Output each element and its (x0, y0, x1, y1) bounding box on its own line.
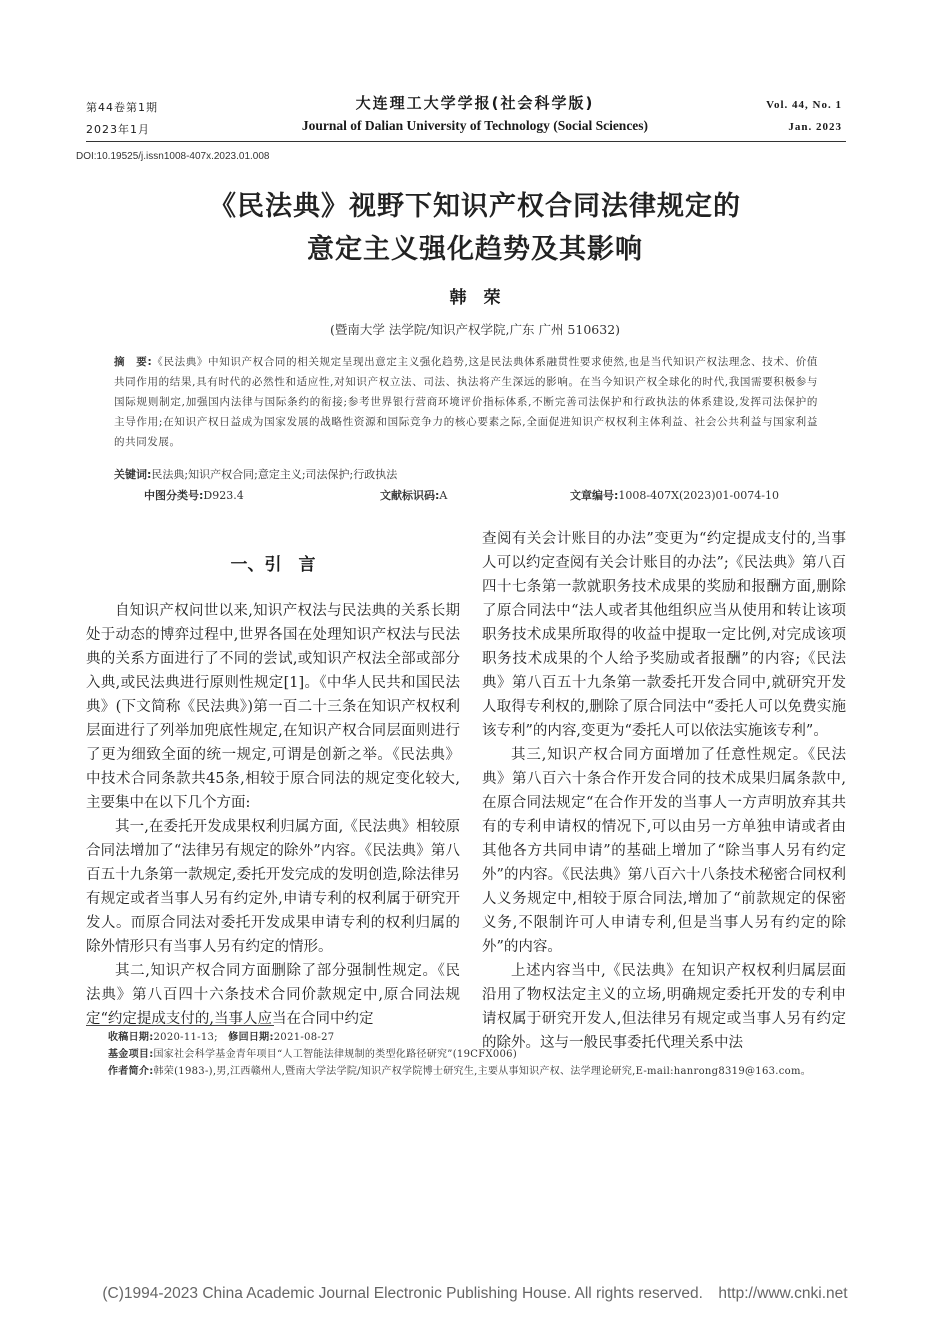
article-number: 文章编号:1008-407X(2023)01-0074-10 (570, 489, 779, 502)
affiliation: (暨南大学 法学院/知识产权学院,广东 广州 510632) (329, 322, 621, 337)
article-title-line1: 《民法典》视野下知识产权合同法律规定的 (209, 191, 741, 222)
journal-title-en: Journal of Dalian University of Technology (Social Sciences) (301, 118, 649, 133)
footnote-rule (86, 1025, 274, 1026)
clc-number: 中图分类号:D923.4 (144, 489, 244, 502)
date-en: Jan. 2023 (788, 121, 842, 133)
issue-date: 2023年1月 (86, 123, 150, 136)
footnote-dates: 收稿日期:2020-11-13; 修回日期:2021-08-27 (108, 1032, 335, 1043)
left-column (86, 599, 460, 1031)
volume-issue: 第44卷第1期 (86, 101, 158, 114)
footnote-bio: 作者简介:韩荣(1983-),男,江西赣州人,暨南大学法学院/知识产权学院博士研究生,主要从事知识产权、法学理论研究,E-mail:hanrong8319@163.com。 (108, 1066, 812, 1077)
article-title-line2: 意定主义强化趋势及其影响 (307, 234, 643, 265)
abstract (114, 352, 818, 452)
volume-en: Vol. 44, No. 1 (766, 99, 842, 111)
copyright-line: (C)1994-2023 China Academic Journal Electronic Publishing House. All rights reserved. http://www.cnki.net (102, 1285, 848, 1302)
abstract-text: 《民法典》中知识产权合同的相关规定呈现出意定主义强化趋势,这是民法典体系融贯性要求使然,也是当代知识产权法理念、技术、价值共同作用的结果,具有时代的必然性和适应性,对知识产权立法、司法、执法将产生深远的影响。在当今知识产权全球化的时代,我国需要积极参与国际规则制定,加强国内法律与国际条约的衔接;参考世界银行营商环境评价指标体系,不断完善司法保护和行政执法的体系建设,发挥司法保护的主导作用;在知识产权日益成为国家发展的战略性资源和国际竞争力的核心要素之际,全面促进知识产权权利主体利益、社会公共利益与国家利益的共同发展。 (114, 356, 818, 448)
abstract-label: 摘 要: (114, 356, 153, 368)
doi: DOI:10.19525/j.issn1008-407x.2023.01.008 (76, 151, 270, 162)
keywords (114, 466, 397, 482)
paragraph: 查阅有关会计账目的办法”变更为“约定提成支付的,当事人可以约定查阅有关会计账目的办法”;《民法典》第八百四十七条第一款就职务技术成果的奖励和报酬方面,删除了原合同法中“法人或者其他组织应当从使用和转让该项职务技术成果所取得的收益中提取一定比例,对完成该项职务技术成果的个人给予奖励或者报酬”的内容;《民法典》第八百五十九条第一款委托开发合同中,就研究开发人取得专利权的,删除了原合同法中“委托人可以免费实施该专利”的内容,变更为“委托人可以依法实施该专利”。 (482, 531, 846, 739)
author: 韩 荣 (449, 288, 501, 308)
paragraph: 其三,知识产权合同方面增加了任意性规定。《民法典》第八百六十条合作开发合同的技术成果归属条款中,在原合同法规定“在合作开发的当事人一方声明放弃其共有的专利申请权的情况下,可以由另一方单独申请或者由其他各方共同申请”的基础上增加了“除当事人另有约定外”的内容。《民法典》第八百六十八条技术秘密合同权利人义务规定中,相较于原合同法,增加了“前款规定的保密义务,不限制许可人申请专利,但是当事人另有约定的除外”的内容。 (482, 747, 846, 955)
section-heading: 一、引 言 (230, 555, 316, 575)
paragraph: 上述内容当中,《民法典》在知识产权权利归属层面沿用了物权法定主义的立场,明确规定委托开发的专利申请权属于研究开发人,但法律另有规定或当事人另有约定的除外。这与一般民事委托代理关系中法 (482, 963, 846, 1051)
header-rule (86, 141, 846, 142)
right-column (482, 527, 846, 1055)
paragraph: 自知识产权问世以来,知识产权法与民法典的关系长期处于动态的博弈过程中,世界各国在处理知识产权法与民法典的关系方面进行了不同的尝试,或知识产权法全部或部分入典,或民法典进行原则性规定[1]。《中华人民共和国民法典》(下文简称《民法典》)第一百二十三条在知识产权权利层面进行了列举加兜底性规定,在知识产权合同层面则进行了更为细致全面的统一规定,可谓是创新之举。《民法典》中技术合同条款共45条,相较于原合同法的规定变化较大,主要集中在以下几个方面: (86, 603, 460, 811)
keywords-label: 关键词: (114, 468, 152, 481)
keywords-text: 民法典;知识产权合同;意定主义;司法保护;行政执法 (151, 468, 398, 481)
paragraph: 其二,知识产权合同方面删除了部分强制性规定。《民法典》第八百四十六条技术合同价款规定中,原合同法规定“约定提成支付的,当事人应当在合同中约定 (86, 963, 460, 1027)
journal-title-cn: 大连理工大学学报(社会科学版) (355, 94, 595, 112)
document-code: 文献标识码:A (380, 489, 448, 502)
footnote-fund: 基金项目:国家社会科学基金青年项目“人工智能法律规制的类型化路径研究”(19CFX006) (108, 1049, 518, 1060)
paragraph: 其一,在委托开发成果权利归属方面,《民法典》相较原合同法增加了“法律另有规定的除外”内容。《民法典》第八百五十九条第一款规定,委托开发完成的发明创造,除法律另有规定或者当事人另有约定外,申请专利的权利属于研究开发人。而原合同法对委托开发成果申请专利的权利归属的除外情形只有当事人另有约定的情形。 (86, 819, 460, 955)
